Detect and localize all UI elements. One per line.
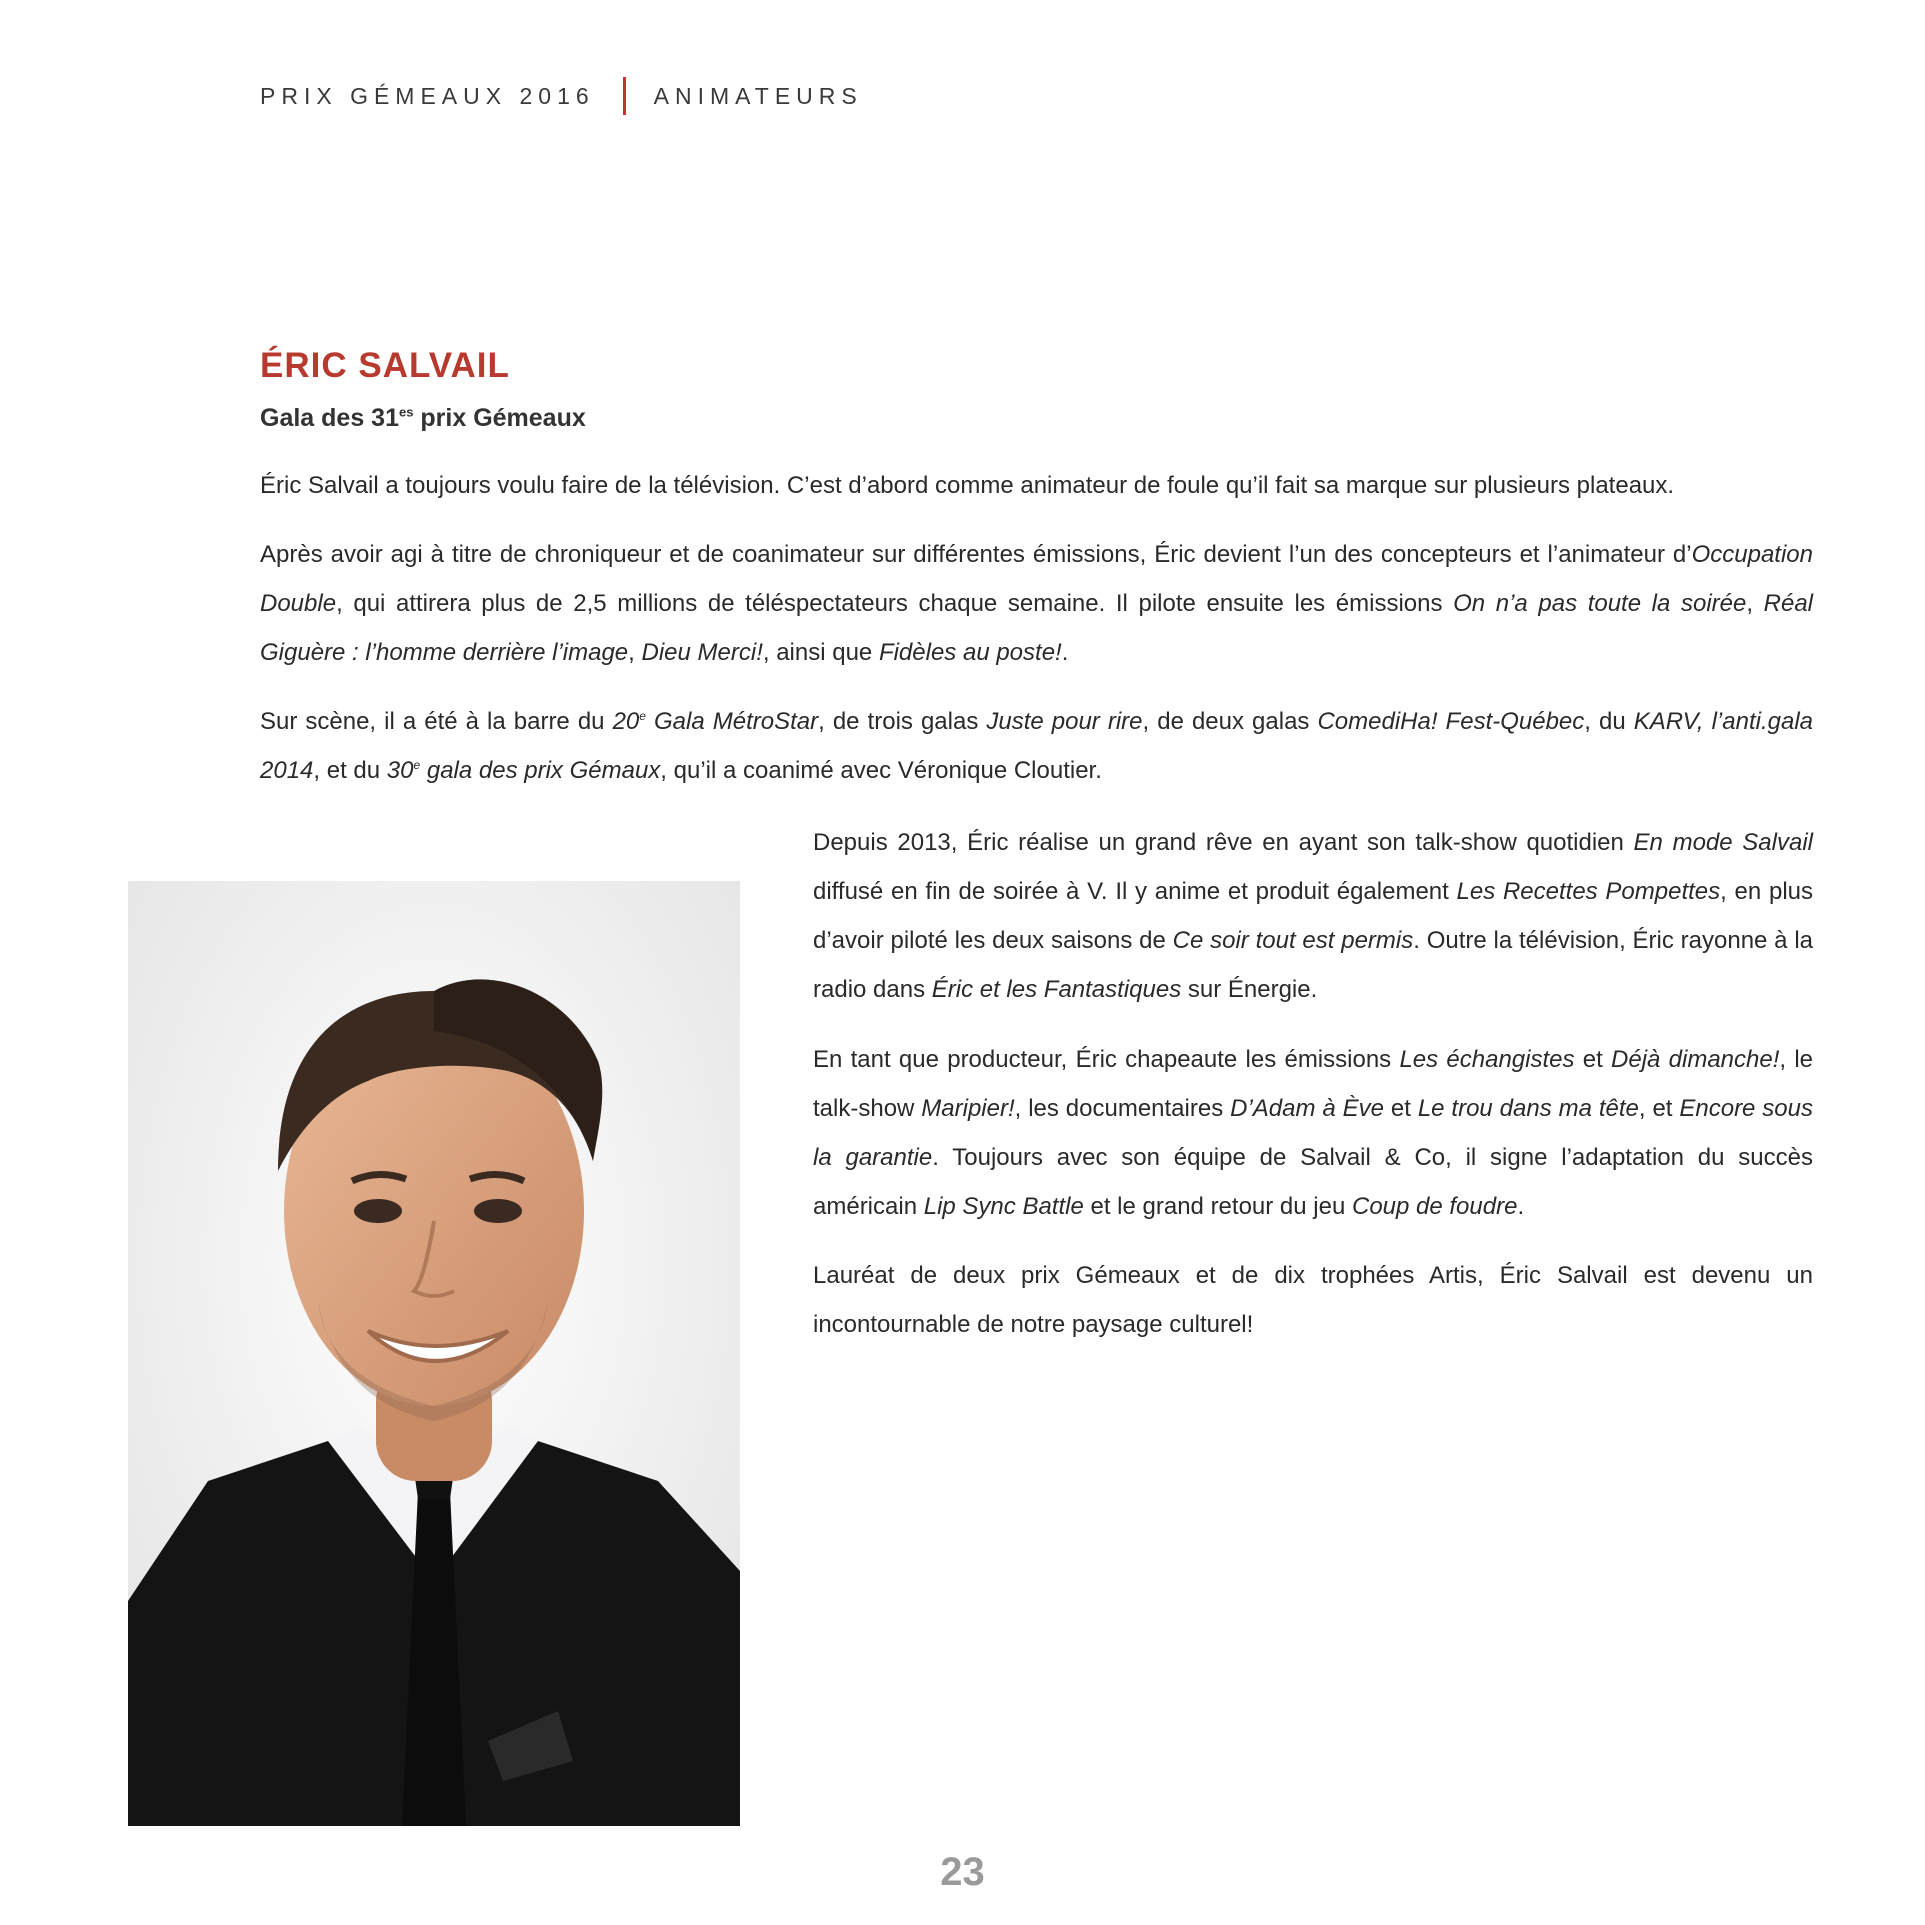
- show-title: Le trou dans ma tête: [1417, 1095, 1639, 1122]
- text-run: Sur scène, il a été à la barre du: [260, 708, 613, 735]
- show-title: [613, 708, 819, 735]
- text-run: ,: [628, 639, 642, 666]
- text-run: .: [1061, 639, 1069, 666]
- show-title: Ce soir tout est permis: [1172, 927, 1414, 954]
- show-title: Occupation Double: [260, 541, 1813, 617]
- text-run: En tant que producteur, Éric chapeaute les émissions: [813, 1046, 1400, 1073]
- text-run: , et du: [313, 757, 387, 784]
- text-run: , du: [1584, 708, 1634, 735]
- header-section: ANIMATEURS: [653, 82, 863, 109]
- show-title: Déjà dimanche!: [1611, 1046, 1780, 1073]
- bio-paragraph-1: Éric Salvail a toujours voulu faire de la télévision. C’est d’abord comme animateur de foule qu’il fait sa marque sur plusieurs plateaux.: [260, 472, 1675, 499]
- text-run: , de deux galas: [1142, 708, 1318, 735]
- show-title: [387, 757, 661, 784]
- text-run: , qui attirera plus de 2,5 millions de téléspectateurs chaque semaine. Il pilote ensuite les émissions: [336, 590, 1454, 617]
- ordinal-number: 30: [386, 757, 414, 784]
- show-title: Encore sous la garantie: [813, 1095, 1813, 1171]
- show-title-text: Gala MétroStar: [645, 708, 819, 735]
- show-title: Réal Giguère : l’homme derrière l’image: [260, 590, 1813, 666]
- show-title: Juste pour rire: [986, 708, 1143, 735]
- text-run: .: [1517, 1193, 1525, 1220]
- show-title: Lip Sync Battle: [923, 1193, 1084, 1220]
- show-title: Maripier!: [921, 1095, 1015, 1122]
- running-header: [260, 78, 863, 114]
- show-title: ComediHa! Fest-Québec: [1317, 708, 1585, 735]
- show-title-text: gala des prix Gémaux: [420, 757, 661, 784]
- bio-paragraph-4: [813, 818, 1813, 1014]
- text-run: et le grand retour du jeu: [1083, 1193, 1352, 1220]
- text-run: Depuis 2013, Éric réalise un grand rêve en ayant son talk-show quotidien: [813, 829, 1634, 856]
- ordinal-suffix: e: [413, 758, 421, 772]
- subtitle-prefix: Gala des 31: [260, 404, 399, 432]
- show-title: Les Recettes Pompettes: [1456, 878, 1721, 905]
- show-title: En mode Salvail: [1633, 829, 1813, 856]
- text-run: sur Énergie.: [1181, 976, 1318, 1003]
- show-title: Dieu Merci!: [641, 639, 763, 666]
- header-publication: PRIX GÉMEAUX 2016: [260, 82, 595, 109]
- bio-paragraph-3: [260, 697, 1813, 795]
- header-divider: [623, 77, 626, 115]
- text-run: . Toujours avec son équipe de Salvail & Co, il signe l’adaptation du succès américain: [813, 1144, 1813, 1220]
- show-title: Fidèles au poste!: [878, 639, 1062, 666]
- ordinal-suffix: e: [639, 709, 646, 723]
- ordinal-number: 20: [612, 708, 640, 735]
- text-run: , le talk-show: [813, 1046, 1814, 1122]
- text-run: , ainsi que: [762, 639, 879, 666]
- page-number: 23: [940, 1850, 985, 1894]
- show-title: Éric et les Fantastiques: [931, 976, 1182, 1003]
- profile-subtitle: [260, 404, 586, 433]
- text-run: , de trois galas: [818, 708, 987, 735]
- show-title: Les échangistes: [1399, 1046, 1575, 1073]
- profile-name: ÉRIC SALVAIL: [260, 346, 510, 385]
- show-title: On n’a pas toute la soirée: [1453, 590, 1747, 617]
- text-run: et: [1574, 1046, 1612, 1073]
- text-run: , qu’il a coanimé avec Véronique Cloutier.: [660, 757, 1102, 784]
- text-run: ,: [1746, 590, 1764, 617]
- subtitle-superscript: es: [398, 404, 414, 420]
- bio-paragraph-2: [260, 530, 1813, 677]
- text-run: , les documentaires: [1014, 1095, 1231, 1122]
- text-run: , et: [1638, 1095, 1680, 1122]
- text-run: diffusé en fin de soirée à V. Il y anime et produit également: [813, 878, 1457, 905]
- show-title: D’Adam à Ève: [1230, 1095, 1384, 1122]
- show-title: KARV, l’anti.gala 2014: [260, 708, 1814, 784]
- portrait-photo: [128, 881, 740, 1826]
- text-run: Après avoir agi à titre de chroniqueur et de coanimateur sur différentes émissions, Éric devient l’un des concepteurs et l’animateur d’: [260, 541, 1692, 568]
- bio-paragraph-6: Lauréat de deux prix Gémeaux et de dix trophées Artis, Éric Salvail est devenu un incontournable de notre paysage culturel!: [813, 1262, 1813, 1338]
- show-title: Coup de foudre: [1351, 1193, 1518, 1220]
- text-run: . Outre la télévision, Éric rayonne à la radio dans: [813, 927, 1814, 1003]
- text-run: et: [1383, 1095, 1418, 1122]
- text-run: , en plus d’avoir piloté les deux saisons de: [813, 878, 1813, 954]
- bio-paragraph-5: [813, 1035, 1813, 1231]
- subtitle-suffix: prix Gémeaux: [413, 404, 586, 432]
